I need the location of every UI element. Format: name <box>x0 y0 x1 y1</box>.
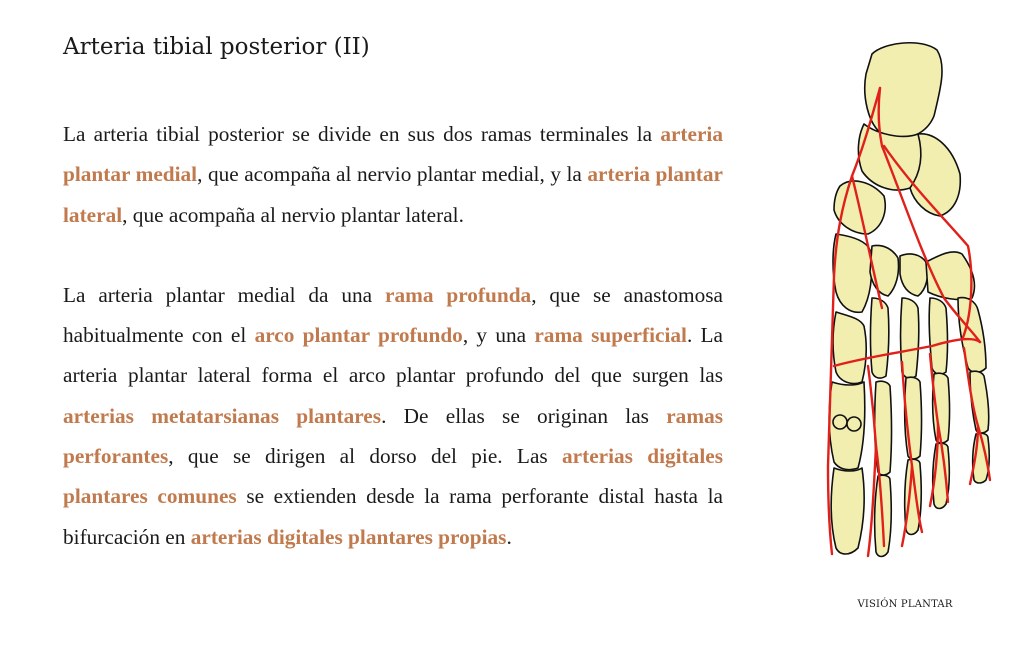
foot-illustration <box>822 36 998 566</box>
text-segment: , que se anastomosa habitualmente con el <box>63 282 723 348</box>
term-link[interactable]: rama profunda <box>385 282 532 307</box>
paragraph-1 <box>63 114 723 235</box>
term-link[interactable]: arteria plantar lateral <box>63 162 724 227</box>
page-title: Arteria tibial posterior (II) <box>63 34 370 60</box>
term-link[interactable]: rama superficial <box>534 323 687 348</box>
paragraph-2 <box>63 275 723 557</box>
foot-bones <box>829 43 989 557</box>
text-segment: , que acompaña al nervio plantar medial, y la <box>197 162 588 187</box>
text-segment: . La arteria plantar lateral forma el arco plantar profundo del que surgen las <box>63 323 723 388</box>
text-segment: . De ellas se originan las <box>381 403 667 428</box>
term-link[interactable]: arco plantar profundo <box>254 323 463 348</box>
text-segment: . <box>506 524 512 549</box>
text-segment: , que se dirigen al dorso del pie. Las <box>168 444 562 469</box>
term-link[interactable]: arterias digitales plantares comunes <box>63 444 723 509</box>
term-link[interactable]: ramas perforantes <box>63 403 724 469</box>
term-link[interactable]: arterias digitales plantares propias <box>190 524 507 549</box>
text-segment: , y una <box>462 323 535 348</box>
text-segment: La arteria plantar medial da una <box>63 282 385 307</box>
text-segment: se extienden desde la rama perforante distal hasta la bifurcación en <box>63 484 723 549</box>
figure-caption: VISIÓN PLANTAR <box>857 599 953 610</box>
term-link[interactable]: arteria plantar medial <box>63 122 723 187</box>
text-segment: , que acompaña al nervio plantar lateral. <box>122 202 464 227</box>
term-link[interactable]: arterias metatarsianas plantares <box>63 403 382 428</box>
text-segment: La arteria tibial posterior se divide en sus dos ramas terminales la <box>63 122 661 146</box>
body-text <box>63 114 723 557</box>
